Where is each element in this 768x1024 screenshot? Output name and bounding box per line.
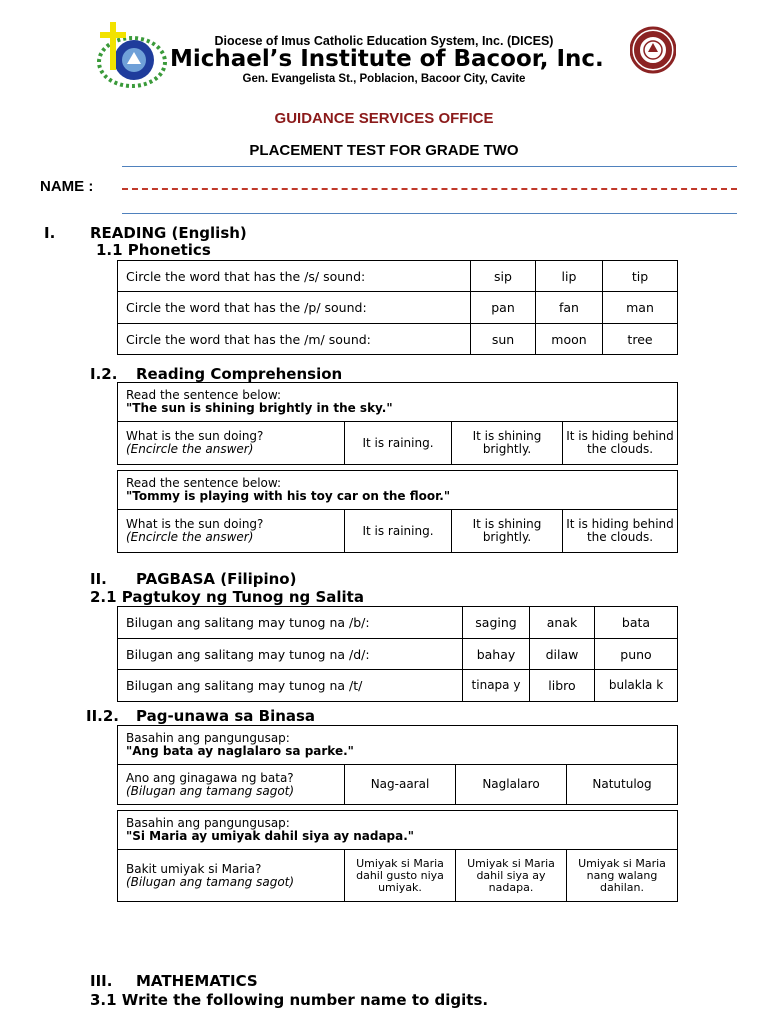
pag-unawa-table-2 (117, 810, 678, 902)
passage-intro: Read the sentence below: (126, 388, 282, 402)
table-row (118, 292, 678, 324)
answer-option[interactable]: Nag-aaral (345, 765, 456, 805)
answer-option[interactable]: Umiyak si Maria dahil siya ay nadapa. (456, 850, 567, 902)
section-3-title: MATHEMATICS (136, 972, 258, 990)
passage-intro: Basahin ang pangungusap: (126, 731, 290, 745)
question-note: (Encircle the answer) (126, 530, 254, 544)
passage-sentence: "Si Maria ay umiyak dahil siya ay nadapa." (126, 829, 415, 843)
table-row (118, 726, 678, 765)
answer-option[interactable]: man (603, 292, 678, 324)
answer-option[interactable]: saging (463, 607, 530, 639)
answer-option[interactable]: It is raining. (345, 422, 452, 465)
table-row (118, 383, 678, 422)
answer-option[interactable]: bata (595, 607, 678, 639)
answer-option[interactable]: tip (603, 261, 678, 292)
answer-option[interactable]: It is hiding behind the clouds. (563, 422, 678, 465)
question (118, 850, 345, 902)
section-1-2-number: I.2. (90, 365, 118, 383)
answer-option[interactable]: It is shining brightly. (452, 422, 563, 465)
question: Circle the word that has the /m/ sound: (118, 324, 471, 355)
phonetics-table (117, 260, 678, 355)
table-row (118, 670, 678, 702)
answer-option[interactable]: tree (603, 324, 678, 355)
table-row (118, 510, 678, 553)
table-row (118, 639, 678, 670)
passage-sentence: "The sun is shining brightly in the sky." (126, 401, 393, 415)
answer-option[interactable]: puno (595, 639, 678, 670)
passage-sentence: "Ang bata ay naglalaro sa parke." (126, 744, 354, 758)
section-2-2-number: II.2. (86, 707, 119, 725)
answer-option[interactable]: fan (536, 292, 603, 324)
question-note: (Bilugan ang tamang sagot) (126, 783, 295, 798)
section-1-number: I. (44, 224, 56, 242)
pag-unawa-table-1 (117, 725, 678, 805)
question: Circle the word that has the /s/ sound: (118, 261, 471, 292)
question: Bilugan ang salitang may tunog na /b/: (118, 607, 463, 639)
reading-passage (118, 811, 678, 850)
table-row (118, 324, 678, 355)
tunog-table (117, 606, 678, 702)
school-address: Gen. Evangelista St., Poblacion, Bacoor City, Cavite (242, 73, 526, 85)
table-row (118, 811, 678, 850)
office-title: GUIDANCE SERVICES OFFICE (274, 110, 494, 127)
question-note: (Bilugan ang tamang sagot) (126, 874, 295, 889)
section-3-1-title: 3.1 Write the following number name to digits. (90, 991, 489, 1009)
section-2-title: PAGBASA (Filipino) (136, 570, 297, 588)
passage-intro: Read the sentence below: (126, 476, 282, 490)
answer-option[interactable]: anak (530, 607, 595, 639)
question (118, 422, 345, 465)
table-row (118, 422, 678, 465)
diocese-name: Diocese of Imus Catholic Education System, Inc. (DICES) (214, 34, 554, 48)
table-row (118, 850, 678, 902)
question: Bilugan ang salitang may tunog na /t/ (118, 670, 463, 702)
answer-option[interactable]: Umiyak si Maria nang walang dahilan. (567, 850, 678, 902)
question-text: Ano ang ginagawa ng bata? (126, 770, 294, 785)
answer-option[interactable]: It is shining brightly. (452, 510, 563, 553)
question-text: What is the sun doing? (126, 429, 264, 443)
answer-option[interactable]: tinapa y (463, 670, 530, 702)
top-rule (122, 166, 737, 167)
answer-option[interactable]: dilaw (530, 639, 595, 670)
answer-option[interactable]: Naglalaro (456, 765, 567, 805)
passage-sentence: "Tommy is playing with his toy car on the floor." (126, 489, 451, 503)
answer-option[interactable]: It is hiding behind the clouds. (563, 510, 678, 553)
question-text: Bakit umiyak si Maria? (126, 861, 262, 876)
section-1-1-title: 1.1 Phonetics (96, 241, 211, 259)
passage-intro: Basahin ang pangungusap: (126, 816, 290, 830)
test-title: PLACEMENT TEST FOR GRADE TWO (249, 142, 519, 159)
bottom-rule (122, 213, 737, 214)
name-field[interactable] (122, 188, 737, 190)
comprehension-table-1 (117, 382, 678, 465)
section-2-number: II. (90, 570, 107, 588)
table-row (118, 471, 678, 510)
answer-option[interactable]: Umiyak si Maria dahil gusto niya umiyak. (345, 850, 456, 902)
reading-passage (118, 383, 678, 422)
question-note: (Encircle the answer) (126, 442, 254, 456)
question (118, 510, 345, 553)
question: Bilugan ang salitang may tunog na /d/: (118, 639, 463, 670)
answer-option[interactable]: sip (471, 261, 536, 292)
table-row (118, 261, 678, 292)
table-row (118, 765, 678, 805)
answer-option[interactable]: It is raining. (345, 510, 452, 553)
answer-option[interactable]: bulakla k (595, 670, 678, 702)
answer-option[interactable]: Natutulog (567, 765, 678, 805)
section-2-2-title: Pag-unawa sa Binasa (136, 707, 316, 725)
name-label: NAME : (40, 178, 94, 195)
section-2-1-title: 2.1 Pagtukoy ng Tunog ng Salita (90, 588, 364, 606)
question: Circle the word that has the /p/ sound: (118, 292, 471, 324)
section-3-number: III. (90, 972, 113, 990)
section-1-2-title: Reading Comprehension (136, 365, 343, 383)
question-text: What is the sun doing? (126, 517, 264, 531)
question (118, 765, 345, 805)
answer-option[interactable]: sun (471, 324, 536, 355)
section-1-title: READING (English) (90, 224, 247, 242)
answer-option[interactable]: pan (471, 292, 536, 324)
answer-option[interactable]: lip (536, 261, 603, 292)
answer-option[interactable]: libro (530, 670, 595, 702)
table-row (118, 607, 678, 639)
reading-passage (118, 726, 678, 765)
comprehension-table-2 (117, 470, 678, 553)
answer-option[interactable]: bahay (463, 639, 530, 670)
reading-passage (118, 471, 678, 510)
school-name: Michael’s Institute of Bacoor, Inc. (170, 46, 604, 72)
answer-option[interactable]: moon (536, 324, 603, 355)
